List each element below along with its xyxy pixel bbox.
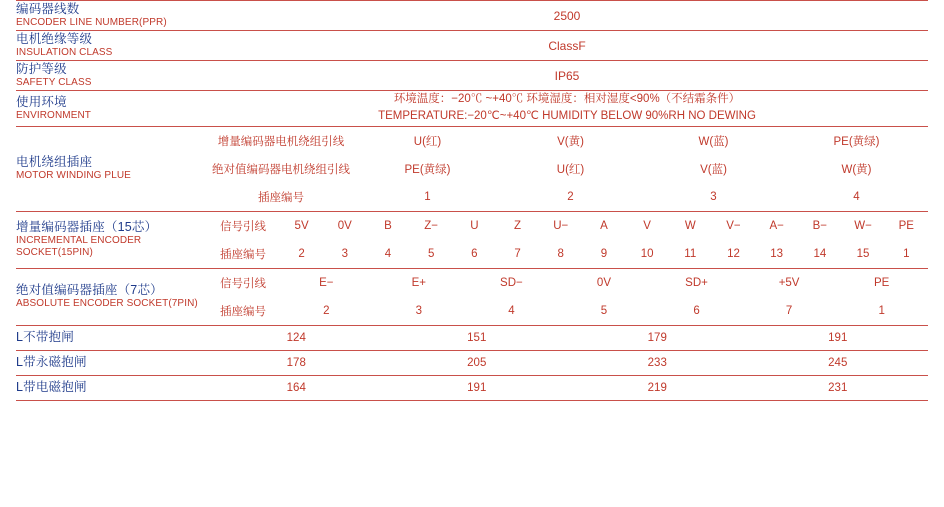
row-label-encoder-line (16, 1, 206, 31)
row-label-length-electromagnetic-brake (16, 375, 206, 400)
absolute-encoder-grid (206, 269, 928, 325)
row-value-insulation: ClassF (206, 31, 928, 61)
length-cell: 191 (467, 381, 487, 394)
label-cn: 编码器线数 (16, 2, 80, 17)
pin-cell: 2 (323, 304, 330, 317)
label-en: MOTOR WINDING PLUE (16, 169, 131, 181)
pin-cell: 3 (341, 247, 348, 260)
label-cn: L带电磁抱闸 (16, 380, 87, 395)
winding-cell: W(蓝) (698, 135, 729, 148)
label-en: ENVIRONMENT (16, 109, 91, 121)
length-cell: 231 (828, 381, 848, 394)
length-cell: 233 (647, 356, 667, 369)
table-row-environment (16, 91, 928, 127)
signal-cell: E− (319, 276, 334, 289)
row-label-insulation (16, 31, 206, 61)
table-row (206, 351, 928, 375)
label-en: ENCODER LINE NUMBER(PPR) (16, 16, 167, 28)
winding-cell: V(蓝) (700, 163, 727, 176)
row-value-absolute-encoder (206, 268, 928, 325)
table-row-motor-winding (16, 126, 928, 211)
row-label-motor-winding (16, 126, 206, 211)
incremental-encoder-grid (206, 212, 928, 268)
signal-cell: A (600, 219, 608, 232)
row-value-motor-winding (206, 126, 928, 211)
signal-cell: E+ (411, 276, 427, 289)
label-en: INSULATION CLASS (16, 46, 113, 58)
row-label-absolute-encoder (16, 268, 206, 325)
winding-cell: 3 (710, 190, 717, 203)
winding-row-head: 插座编号 (258, 191, 304, 204)
signal-cell: PE (898, 219, 914, 232)
table-row (206, 269, 928, 297)
label-cn: L带永磁抱闸 (16, 355, 87, 370)
pin-cell: 9 (600, 247, 608, 260)
row-value-safety: IP65 (206, 61, 928, 91)
pin-cell: 8 (557, 247, 564, 260)
row-value-incremental-encoder (206, 211, 928, 268)
winding-cell: 2 (567, 190, 574, 203)
motor-winding-grid (206, 127, 928, 211)
winding-cell: PE(黄绿) (404, 163, 451, 176)
length-cell: 151 (467, 331, 487, 344)
signal-cell: SD+ (685, 276, 708, 289)
signal-cell: W− (854, 219, 872, 232)
signal-cell: 0V (596, 276, 611, 289)
row-value-length-no-brake (206, 325, 928, 350)
signal-row-head: 信号引线 (220, 277, 266, 290)
label-cn: 使用环境 (16, 94, 67, 109)
length-cell: 245 (828, 356, 848, 369)
table-row (206, 240, 928, 268)
table-row-length-permanent-brake (16, 350, 928, 375)
signal-cell: U− (553, 219, 569, 232)
pin-cell: 7 (785, 304, 793, 317)
label-cn: 绝对值编码器插座（7芯） (16, 283, 163, 298)
label-en-1: INCREMENTAL ENCODER (16, 235, 142, 247)
row-value-encoder-line: 2500 (206, 1, 928, 31)
signal-cell: PE (874, 276, 890, 289)
row-label-safety (16, 61, 206, 91)
length-cell: 164 (286, 381, 306, 394)
winding-cell: 4 (853, 190, 860, 203)
pin-cell: 11 (684, 247, 697, 260)
length-permanent-brake-grid (206, 351, 928, 375)
pin-cell: 6 (471, 247, 478, 260)
table-row (206, 155, 928, 183)
winding-row-head: 增量编码器电机绕组引线 (217, 135, 345, 148)
specification-table (16, 0, 928, 401)
signal-cell: 0V (337, 219, 352, 232)
table-row-absolute-encoder (16, 268, 928, 325)
label-cn: 增量编码器插座（15芯） (16, 220, 158, 235)
pin-cell: 3 (415, 304, 423, 317)
winding-cell: W(黄) (841, 163, 872, 176)
row-label-length-no-brake (16, 325, 206, 350)
signal-cell: Z− (424, 219, 439, 232)
winding-cell: U(红) (413, 135, 442, 148)
length-no-brake-grid (206, 326, 928, 350)
signal-cell: W (684, 219, 696, 232)
table-row (206, 376, 928, 400)
signal-cell: V (643, 219, 651, 232)
signal-cell: A− (769, 219, 784, 232)
length-cell: 191 (828, 331, 848, 344)
row-label-incremental-encoder (16, 211, 206, 268)
signal-cell: V− (726, 219, 741, 232)
length-cell: 124 (286, 331, 306, 344)
length-cell: 179 (647, 331, 667, 344)
length-cell: 205 (467, 356, 487, 369)
pin-cell: 4 (384, 247, 392, 260)
signal-cell: Z (514, 219, 522, 232)
row-value-length-permanent-brake (206, 350, 928, 375)
pin-cell: 13 (770, 247, 784, 260)
table-row-encoder-line (16, 1, 928, 31)
table-row-length-electromagnetic-brake (16, 375, 928, 400)
length-electromagnetic-brake-grid (206, 376, 928, 400)
pin-cell: 6 (693, 304, 700, 317)
pin-row-head: 插座编号 (220, 248, 266, 261)
table-row (206, 297, 928, 325)
length-cell: 178 (286, 356, 306, 369)
environment-line-en: TEMPERATURE:−20℃~+40℃ HUMIDITY BELOW 90%RH NO DEWING (378, 110, 756, 123)
pin-cell: 4 (508, 304, 515, 317)
label-en-2: SOCKET(15PIN) (16, 246, 93, 258)
winding-cell: V(黄) (557, 135, 584, 148)
pin-cell: 15 (856, 247, 870, 260)
winding-cell: PE(黄绿) (833, 135, 880, 148)
row-label-length-permanent-brake (16, 350, 206, 375)
row-value-length-electromagnetic-brake (206, 375, 928, 400)
signal-row-head: 信号引线 (220, 220, 266, 233)
signal-cell: U (470, 219, 479, 232)
winding-row-head: 绝对值编码器电机绕组引线 (212, 163, 350, 176)
label-cn: 防护等级 (16, 62, 67, 77)
table-row-length-no-brake (16, 325, 928, 350)
table-row (206, 127, 928, 155)
pin-cell: 1 (878, 304, 885, 317)
pin-cell: 2 (298, 247, 305, 260)
label-cn: 电机绝缘等级 (16, 32, 93, 47)
pin-cell: 12 (727, 247, 740, 260)
signal-cell: 5V (294, 219, 309, 232)
length-cell: 219 (647, 381, 667, 394)
signal-cell: +5V (778, 276, 800, 289)
table-row-insulation (16, 31, 928, 61)
row-label-environment (16, 91, 206, 127)
environment-line-cn: 环境温度：−20℃ ~+40℃ 环境湿度：相对湿度<90%（不结霜条件） (393, 93, 741, 105)
pin-cell: 1 (903, 247, 910, 260)
pin-cell: 7 (514, 247, 521, 260)
table-row (206, 326, 928, 350)
label-en: ABSOLUTE ENCODER SOCKET(7PIN) (16, 297, 198, 309)
row-value-environment (206, 91, 928, 127)
table-row-incremental-encoder (16, 211, 928, 268)
signal-cell: B− (812, 219, 828, 232)
table-row (206, 183, 928, 211)
winding-cell: 1 (424, 190, 431, 203)
signal-cell: B (384, 219, 392, 232)
pin-row-head: 插座编号 (220, 305, 266, 318)
signal-cell: SD− (500, 276, 523, 289)
pin-cell: 5 (600, 304, 608, 317)
table-row (206, 212, 928, 240)
pin-cell: 14 (813, 247, 827, 260)
label-cn: 电机绕组插座 (16, 155, 93, 170)
label-cn: L不带抱闸 (16, 330, 74, 345)
winding-cell: U(红) (556, 163, 585, 176)
table-row-safety (16, 61, 928, 91)
pin-cell: 10 (640, 247, 654, 260)
label-en: SAFETY CLASS (16, 76, 92, 88)
pin-cell: 5 (427, 247, 435, 260)
